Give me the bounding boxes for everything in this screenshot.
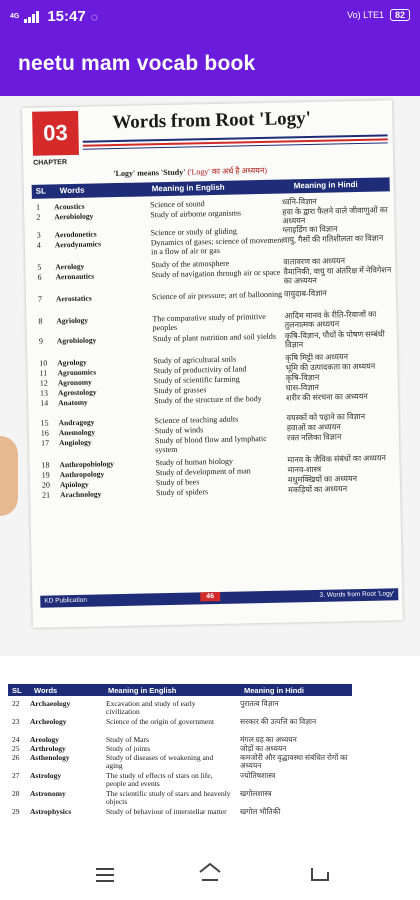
row-sl: 17 bbox=[40, 438, 50, 448]
row-word: Andragogy bbox=[58, 417, 95, 428]
row-hindi: वायु, गैसों की गतिशीलता का विज्ञान bbox=[282, 233, 384, 245]
row-english: Study of diseases of weakening and aging bbox=[106, 753, 214, 770]
row-hindi: ज्योतिषशास्त्र bbox=[240, 771, 276, 780]
header-word: Words bbox=[59, 185, 85, 196]
row-sl: 7 bbox=[37, 294, 43, 304]
row-english: Study of Mars bbox=[106, 735, 149, 744]
row-word: Anemology bbox=[58, 427, 96, 438]
meaning-line-hindi: ('Logy' का अर्थ है अध्ययन) bbox=[187, 165, 268, 177]
row-sl: 19 bbox=[41, 470, 50, 480]
row-sl: 10 bbox=[39, 358, 48, 368]
header-word: Words bbox=[34, 686, 58, 695]
home-icon[interactable] bbox=[198, 862, 222, 882]
row-hindi: खगोल भौतिकी bbox=[240, 807, 281, 816]
row-sl: 25 bbox=[12, 744, 20, 753]
row-sl: 22 bbox=[12, 699, 20, 708]
row-word: Astrology bbox=[30, 771, 62, 780]
row-word: Agriology bbox=[56, 315, 89, 326]
row-sl: 28 bbox=[12, 789, 20, 798]
row-english: Study of winds bbox=[154, 425, 204, 436]
row-word: Agrology bbox=[57, 357, 87, 368]
row-hindi: कृषि मिट्टी का अध्ययन bbox=[285, 352, 349, 363]
row-word: Aerology bbox=[55, 261, 85, 272]
row-word: Aerodynamics bbox=[54, 239, 102, 250]
row-hindi: मधुमक्खियों का अध्ययन bbox=[287, 474, 358, 485]
row-sl: 18 bbox=[41, 460, 50, 470]
row-sl: 23 bbox=[12, 717, 20, 726]
row-word: Archeology bbox=[30, 717, 67, 726]
row-sl: 6 bbox=[37, 272, 42, 282]
row-word: Areology bbox=[30, 735, 60, 744]
row-english: The comparative study of primitive peoples bbox=[152, 311, 266, 333]
row-hindi: वायुदाब-विज्ञान bbox=[283, 288, 327, 299]
row-hindi: घास-विज्ञान bbox=[285, 382, 320, 393]
row-english: Study of development of man bbox=[155, 466, 251, 478]
row-word: Agrobiology bbox=[56, 335, 97, 346]
row-hindi: हवा के द्वारा फैलने वाले जीवाणुओं का अध्ययन bbox=[282, 205, 388, 226]
meaning-line-prefix: 'Logy' means 'Study' bbox=[113, 167, 186, 179]
row-word: Astrophysics bbox=[30, 807, 72, 816]
book-page-1 bbox=[22, 100, 403, 628]
row-word: Archaeology bbox=[30, 699, 71, 708]
row-word: Asthenology bbox=[30, 753, 70, 762]
row-english: Study of the structure of the body bbox=[154, 394, 262, 406]
row-word: Aerostatics bbox=[55, 293, 92, 304]
row-word: Anatomy bbox=[58, 397, 88, 408]
row-hindi: मानव-शास्त्र bbox=[287, 464, 322, 475]
page-footer bbox=[40, 588, 398, 607]
row-hindi: जोड़ों का अध्ययन bbox=[240, 744, 287, 753]
row-hindi: मानव के जैविक संबंधों का अध्ययन bbox=[287, 453, 387, 465]
header-hindi: Meaning in Hindi bbox=[244, 686, 304, 695]
row-sl: 2 bbox=[36, 212, 41, 222]
book-page-2[interactable] bbox=[8, 680, 356, 850]
header-english: Meaning in English bbox=[151, 182, 225, 194]
row-word: Aerodonetics bbox=[54, 229, 97, 240]
row-word: Anthropobiology bbox=[59, 459, 115, 470]
row-sl: 13 bbox=[39, 388, 49, 398]
hand-shape bbox=[0, 436, 18, 516]
row-word: Astronomy bbox=[30, 789, 66, 798]
row-hindi: वातावरण का अध्ययन bbox=[283, 256, 346, 267]
row-sl: 29 bbox=[12, 807, 20, 816]
status-time: 15:47 bbox=[47, 8, 86, 25]
table-row bbox=[34, 309, 392, 333]
header-english: Meaning in English bbox=[108, 686, 177, 695]
row-english: Excavation and study of early civilization bbox=[106, 699, 196, 716]
chapter-title: Words from Root 'Logy' bbox=[112, 107, 312, 134]
row-english: Science of teaching adults bbox=[154, 414, 239, 426]
row-word: Aerobiology bbox=[54, 211, 94, 222]
row-hindi: कृषि-विज्ञान bbox=[285, 372, 320, 383]
row-hindi: ग्लाइडिंग का विज्ञान bbox=[282, 224, 338, 235]
status-bar bbox=[0, 0, 420, 34]
row-english: Study of behaviour of interstellar matter bbox=[106, 807, 227, 816]
row-word: Anthropology bbox=[59, 469, 105, 480]
row-hindi: आदिम मानव के रीति-रिवाजों का तुलनात्मक अध्ययन bbox=[284, 309, 377, 330]
footer-publisher: KD Publication bbox=[44, 596, 88, 605]
row-word: Arthrology bbox=[30, 744, 66, 753]
row-english: Dynamics of gases; science of movement in a flow of air or gas bbox=[150, 235, 284, 257]
status-right bbox=[347, 9, 410, 21]
row-sl: 24 bbox=[12, 735, 20, 744]
row-word: Agronomy bbox=[57, 377, 92, 388]
row-hindi: पुरातत्व विज्ञान bbox=[240, 699, 279, 708]
row-sl: 9 bbox=[38, 336, 43, 346]
row-english: Study of productivity of land bbox=[153, 364, 247, 376]
table-header-2 bbox=[8, 684, 352, 696]
row-sl: 5 bbox=[37, 262, 42, 272]
row-english: Study of spiders bbox=[155, 487, 209, 498]
meaning-line bbox=[113, 165, 267, 179]
row-word: Angiology bbox=[58, 437, 92, 448]
chapter-number: 03 bbox=[32, 111, 79, 156]
row-hindi: ध्वनि-विज्ञान bbox=[281, 196, 317, 207]
row-sl: 21 bbox=[42, 490, 51, 500]
footer-chapter: 3. Words from Root 'Logy' bbox=[319, 590, 395, 599]
row-english: Study of joints bbox=[106, 744, 151, 753]
row-word: Acoustics bbox=[53, 201, 85, 212]
row-english: Study of airborne organisms bbox=[150, 208, 242, 220]
row-word: Apiology bbox=[59, 479, 89, 490]
row-english: Science or study of gliding bbox=[150, 226, 237, 238]
row-hindi: मकड़ियों का अध्ययन bbox=[287, 484, 348, 495]
footer-page-number: 46 bbox=[200, 592, 220, 601]
row-sl: 16 bbox=[40, 428, 49, 438]
status-left bbox=[10, 8, 98, 25]
row-english: The scientific study of stars and heavenly objects bbox=[106, 789, 231, 806]
row-hindi: वैमानिकी, वायु या अंतरिक्ष में नेविगेशन का अध्ययन bbox=[283, 265, 392, 286]
row-hindi: भूमि की उत्पादकता का अध्ययन bbox=[285, 361, 376, 373]
app-bar bbox=[0, 34, 420, 96]
row-english: The study of effects of stars on life, people and events bbox=[106, 771, 213, 788]
whatsapp-icon: ◌ bbox=[90, 9, 98, 24]
row-sl: 8 bbox=[38, 316, 43, 326]
app-title: neetu mam vocab book bbox=[18, 52, 256, 75]
row-hindi: कमजोरी और वृद्धावस्था संबंधित रोगों का अध्ययन bbox=[240, 753, 348, 770]
row-sl: 4 bbox=[36, 240, 41, 250]
row-hindi: हवाओं का अध्ययन bbox=[286, 422, 341, 433]
row-english: Study of the atmosphere bbox=[151, 258, 230, 270]
header-sl: SL bbox=[12, 686, 22, 695]
row-hindi: शरीर की संरचना का अध्ययन bbox=[286, 391, 368, 403]
row-word: Agronomics bbox=[57, 367, 97, 378]
row-sl: 20 bbox=[41, 480, 50, 490]
network-label: 4G bbox=[10, 13, 20, 20]
row-sl: 11 bbox=[39, 368, 48, 378]
row-hindi: खगोलशास्त्र bbox=[240, 789, 272, 798]
row-english: Science of air pressure; art of ballooning bbox=[151, 289, 283, 302]
row-english: Study of bees bbox=[155, 477, 200, 488]
row-english: Study of scientific farming bbox=[153, 374, 240, 386]
row-english: Study of navigation through air or space bbox=[151, 267, 281, 280]
table-row bbox=[33, 255, 391, 272]
row-sl: 1 bbox=[35, 202, 41, 212]
row-english: Study of human biology bbox=[155, 456, 234, 468]
row-english: Science of sound bbox=[149, 199, 205, 210]
menu-icon[interactable] bbox=[96, 868, 114, 886]
row-english: Study of grasses bbox=[153, 385, 207, 396]
header-sl: SL bbox=[35, 186, 47, 196]
row-english: Study of agricultural soils bbox=[153, 354, 237, 366]
battery-icon: 82 bbox=[390, 9, 410, 21]
row-word: Aeronautics bbox=[55, 271, 95, 282]
table-row bbox=[34, 287, 392, 304]
row-sl: 3 bbox=[36, 230, 41, 240]
row-word: Arachnology bbox=[60, 489, 102, 500]
row-english: Study of plant nutrition and soil yields bbox=[152, 331, 277, 344]
row-hindi: कृषि-विज्ञान, पौधों के पोषण सम्बंधी विज्ञान bbox=[284, 329, 385, 350]
row-hindi: सरकार की उत्पत्ति का विज्ञान bbox=[240, 717, 317, 726]
chapter-label: CHAPTER bbox=[33, 159, 68, 167]
back-icon[interactable] bbox=[310, 866, 330, 882]
row-hindi: मंगल ग्रह का अध्ययन bbox=[240, 735, 297, 744]
row-word: Agrostology bbox=[57, 387, 97, 398]
signal-icon bbox=[24, 11, 42, 23]
row-sl: 27 bbox=[12, 771, 20, 780]
row-english: Study of blood flow and lymphatic system bbox=[154, 433, 267, 455]
row-hindi: रक्त नलिका विज्ञान bbox=[286, 432, 342, 443]
row-sl: 15 bbox=[40, 418, 49, 428]
system-nav-bar bbox=[0, 850, 420, 900]
row-sl: 26 bbox=[12, 753, 20, 762]
row-sl: 12 bbox=[39, 378, 48, 388]
row-hindi: वयस्कों को पढ़ाने का विज्ञान bbox=[286, 411, 366, 423]
volte-label: Vo) LTE1 bbox=[347, 10, 384, 20]
header-hindi: Meaning in Hindi bbox=[293, 179, 358, 191]
row-english: Science of the origin of government bbox=[106, 717, 215, 726]
row-sl: 14 bbox=[40, 398, 49, 408]
